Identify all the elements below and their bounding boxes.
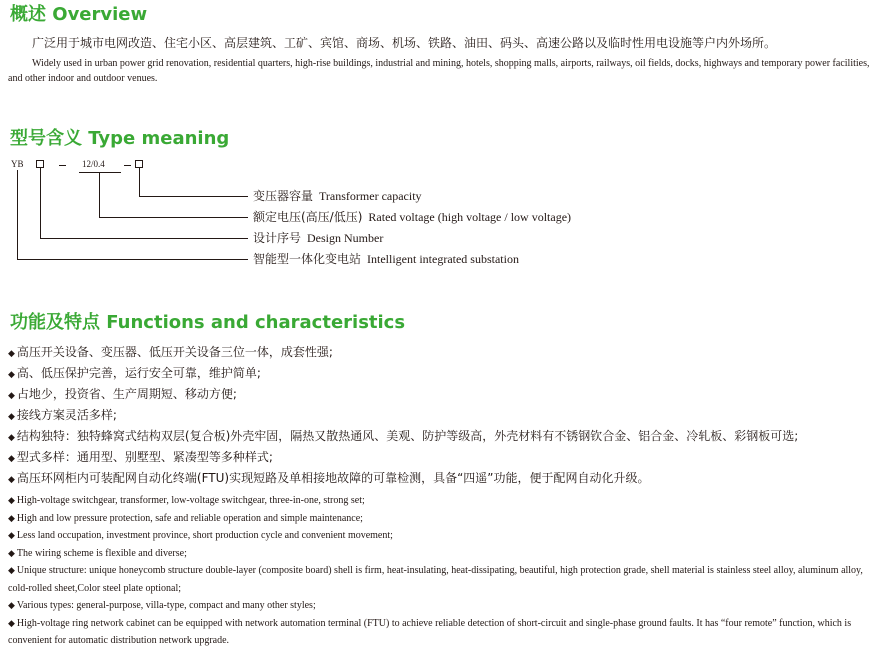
type-code-voltage: 12/0.4 bbox=[82, 159, 105, 169]
list-item: ◆ 高、低压保护完善，运行安全可靠，维护简单; bbox=[8, 366, 261, 380]
meaning-capacity: 变压器容量 Transformer capacity bbox=[253, 189, 422, 203]
list-item: ◆ High and low pressure protection, safe and reliable operation and simple maintenance; bbox=[8, 512, 363, 524]
capacity-box bbox=[135, 160, 143, 168]
code-dash-1 bbox=[59, 165, 66, 166]
list-item: ◆ 型式多样：通用型、别墅型、紧凑型等多种样式; bbox=[8, 450, 273, 464]
overview-cn-text: 广泛用于城市电网改造、住宅小区、高层建筑、工矿、宾馆、商场、机场、铁路、油田、码头、高速公路以及临时性用电设施等户内外场所。 bbox=[32, 36, 777, 50]
overview-en-text: Widely used in urban power grid renovation, residential quarters, high-rise buildings, industrial and mining, hotels, shopping malls, airports, railways, oil fields, docks, highways and temporary power facilities, and other indoor and outdoor venues. bbox=[8, 58, 870, 84]
type-code-prefix: YB bbox=[11, 159, 24, 169]
functions-heading: 功能及特点 Functions and characteristics bbox=[10, 312, 406, 333]
meaning-substation: 智能型一体化变电站 Intelligent integrated substation bbox=[253, 252, 519, 266]
code-dash-2 bbox=[124, 165, 131, 166]
design-number-box bbox=[36, 160, 44, 168]
list-item: ◆ Various types: general-purpose, villa-type, compact and many other styles; bbox=[8, 600, 316, 611]
meaning-design-number: 设计序号 Design Number bbox=[253, 231, 384, 245]
leader-substation-vertical bbox=[17, 170, 18, 260]
leader-capacity-horizontal bbox=[139, 196, 248, 197]
functions-cn-list bbox=[8, 342, 798, 489]
leader-design-horizontal bbox=[40, 238, 248, 239]
list-item: ◆ 占地少，投资省、生产周期短、移动方便; bbox=[8, 387, 237, 401]
list-item: ◆ 结构独特：独特蜂窝式结构双层(复合板)外壳牢固，隔热又散热通风、美观、防护等级高，外壳材料有不锈钢钦合金、铝合金、冷轧板、彩钢板可选; bbox=[8, 429, 799, 443]
functions-en-list bbox=[8, 492, 882, 650]
meaning-rated-voltage: 额定电压(高压/低压) Rated voltage (high voltage / low voltage) bbox=[253, 210, 572, 224]
list-item: ◆ 接线方案灵活多样; bbox=[8, 408, 117, 422]
overview-heading: 概述 Overview bbox=[10, 4, 148, 25]
leader-substation-horizontal bbox=[17, 259, 248, 260]
list-item: ◆ High-voltage switchgear, transformer, low-voltage switchgear, three-in-one, strong set; bbox=[8, 495, 365, 506]
leader-capacity-vertical bbox=[139, 168, 140, 197]
list-item: ◆ Unique structure: unique honeycomb structure double-layer (composite board) shell is firm, heat-insulating, heat-dissipating, beautiful, high protection grade, shell material is stainless steel alloy, aluminum alloy, cold-rolled sheet,Color steel plate optional; bbox=[8, 565, 863, 594]
list-item: ◆ 高压开关设备、变压器、低压开关设备三位一体，成套性强; bbox=[8, 345, 333, 359]
list-item: ◆ Less land occupation, investment province, short production cycle and convenient movement; bbox=[8, 530, 393, 541]
list-item: ◆ 高压环网柜内可装配网自动化终端(FTU)实现短路及单相接地故障的可靠检测，具备“四遥”功能，便于配网自动化升级。 bbox=[8, 471, 650, 485]
voltage-underline bbox=[79, 172, 121, 173]
type-meaning-heading: 型号含义 Type meaning bbox=[10, 128, 230, 149]
leader-design-vertical bbox=[40, 168, 41, 239]
list-item: ◆ The wiring scheme is flexible and diverse; bbox=[8, 547, 187, 559]
list-item: ◆ High-voltage ring network cabinet can be equipped with network automation terminal (FTU) to achieve reliable detection of short-circuit and single-phase ground faults. It has “four remote” function, which is convenient for automatic distribution network upgrade. bbox=[8, 617, 852, 646]
leader-voltage-horizontal bbox=[99, 217, 248, 218]
leader-voltage-vertical bbox=[99, 172, 100, 218]
